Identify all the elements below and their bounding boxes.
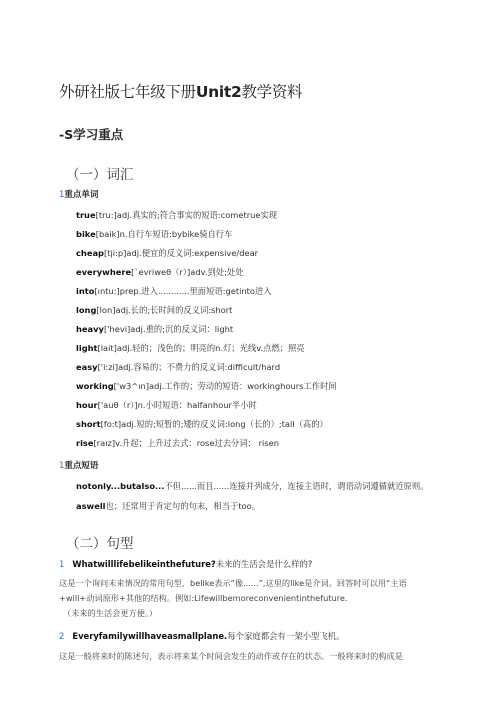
entry-word: cheap [76, 248, 104, 258]
entry-definition: [lait]adj.轻的；浅色的；明亮的n.灯；光线v.点燃；照亮 [97, 343, 305, 353]
entry-definition: [fo:t]adj.短的;短暂的;矮的反义词:long（长的）;tall（高的） [100, 419, 328, 429]
entry-phrase: aswell [76, 501, 106, 511]
entry-word: working [76, 381, 114, 391]
entry-word: short [76, 419, 101, 429]
entry-definition: ['auθ（r）]n.小时短语：halfanhour半小时 [97, 400, 257, 410]
word-entry [76, 285, 272, 297]
word-entry [76, 342, 305, 354]
group-key-phrases [59, 459, 98, 471]
entry-definition: [baik]n.自行车短语:bybike骑自行车 [95, 229, 233, 239]
explanation-line: （未来的生活会更方便。） [63, 608, 158, 618]
explanation-line: 这是一个询问未来情况的常用句型，belike表示“像......”,这里的like是介词。回答时可以用“主语 [59, 578, 407, 588]
entry-word: long [76, 305, 97, 315]
entry-word: bike [76, 229, 96, 239]
entry-word: light [76, 343, 98, 353]
sentence-number: 2 [59, 631, 65, 641]
entry-word: heavy [76, 324, 104, 334]
entry-definition: [ıntu:]prep.进入............里面短语:getinto进入 [94, 286, 272, 296]
entry-definition: 也；还常用于肯定句的句末，相当于too。 [105, 501, 260, 511]
entry-word: easy [76, 362, 98, 372]
word-entry [76, 247, 258, 259]
explanation-line: 这是一般将来时的陈述句，表示将来某个时间会发生的动作或存在的状态。一般将来时的构成是 [59, 651, 403, 661]
sentence-heading: （二）句型 [66, 536, 134, 552]
vocab-heading: （一）词汇 [66, 167, 134, 183]
entry-definition: [tru:]adj.真实的;符合事实的短语:cometrue实现 [95, 210, 278, 220]
sentence-chinese: 未来的生活会是什么样的? [215, 559, 313, 569]
sentence-english: Everyfamilywillhaveasmallplane. [72, 631, 228, 641]
section-heading: -S学习重点 [59, 127, 124, 142]
group-number: 1 [59, 190, 65, 200]
title-unit: Unit2 [195, 83, 242, 101]
group-label: 重点单词 [64, 190, 99, 200]
word-entry [76, 228, 232, 240]
title-suffix: 教学资料 [241, 83, 303, 101]
word-entry [76, 266, 244, 278]
entry-word: into [76, 286, 95, 296]
phrase-entry [76, 480, 428, 492]
entry-word: rise [76, 438, 94, 448]
entry-definition: ['w3^ın]adj.工作的；劳动的短语：workinghours工作时间 [113, 381, 337, 391]
entry-definition: [raız]v.升起；上升过去式：rose过去分词： risen [93, 438, 279, 448]
explanation-line: +will+动词原形+其他的结构。例如:Lifewillbemoreconvenientinthefuture. [59, 593, 348, 603]
entry-definition: ['hevi]adj.重的;沉的反义词：light [103, 324, 234, 334]
sentence-english: Whatwilllifebelikeinthefuture? [72, 559, 216, 569]
group-number: 1 [59, 461, 65, 471]
word-entry [76, 209, 277, 221]
page-title [59, 80, 302, 102]
sentence-chinese: 每个家庭都会有一架小型飞机。 [227, 631, 345, 641]
group-label: 重点短语 [64, 461, 99, 471]
sentence-item [59, 558, 312, 570]
word-entry [76, 399, 257, 411]
entry-definition: 不但......而且......连接并列成分，连接主语时，谓语动词遵循就近原则。 [164, 481, 429, 491]
group-key-words [59, 188, 98, 200]
entry-definition: [tji:p]adj.便宜的反义词:expensive/dear [104, 248, 259, 258]
word-entry [76, 418, 328, 430]
sentence-item [59, 630, 344, 642]
title-prefix: 外研社版七年级下册 [59, 83, 196, 101]
word-entry [76, 323, 233, 335]
entry-word: true [76, 210, 96, 220]
sentence-number: 1 [59, 559, 65, 569]
entry-definition: [lon]adj.长的;长时间的反义词:short [96, 305, 233, 315]
entry-word: everywhere [76, 267, 132, 277]
phrase-entry [76, 500, 260, 512]
word-entry [76, 304, 232, 316]
word-entry [76, 437, 279, 449]
word-entry [76, 361, 280, 373]
entry-word: hour [76, 400, 98, 410]
entry-phrase: notonly...butalso... [76, 481, 165, 491]
word-entry [76, 380, 337, 392]
entry-definition: ['i:zi]adj.容易的；不费力的反义词:difficult/hard [97, 362, 281, 372]
entry-definition: [`evriweθ（r）]adv.到处;处处 [131, 267, 244, 277]
